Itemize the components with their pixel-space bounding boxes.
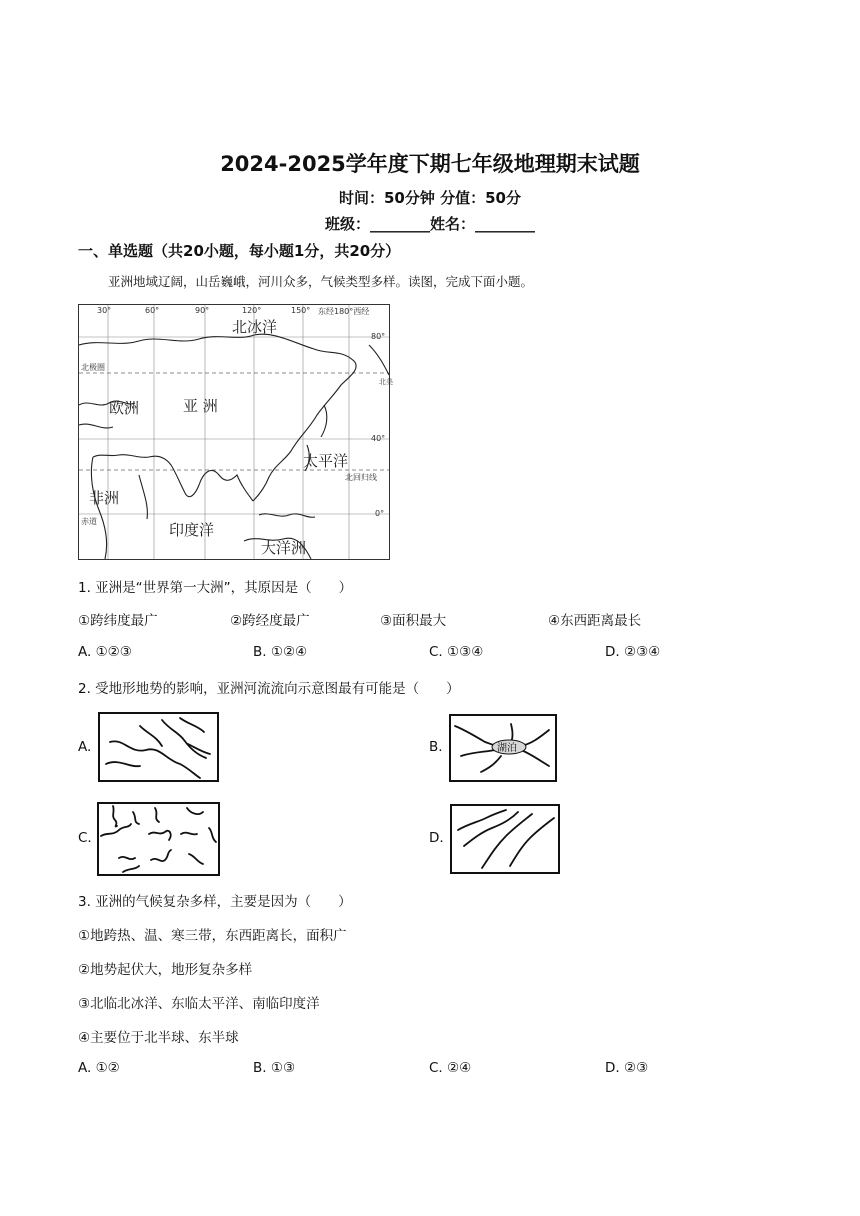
class-name-line: 班级：________姓名：________ xyxy=(324,215,535,233)
q3-option-d[interactable]: D. ②③ xyxy=(605,1060,649,1076)
arctic-ocean-label: 北冰洋 xyxy=(232,318,278,336)
q1-option-a[interactable]: A. ①②③ xyxy=(78,644,132,660)
america-fragment-label: 北美 xyxy=(379,378,393,386)
tick-30: 30° xyxy=(97,306,112,315)
arctic-circle-label: 北极圈 xyxy=(81,363,105,372)
time-score-line: 时间：50分钟 分值：50分 xyxy=(339,189,521,207)
lat-80: 80° xyxy=(371,332,386,341)
q3-option-c[interactable]: C. ②④ xyxy=(429,1060,472,1076)
q1-item-1: ①跨纬度最广 xyxy=(78,613,158,629)
q2-diagram-a[interactable] xyxy=(98,712,219,782)
tick-90: 90° xyxy=(195,306,210,315)
river-diagram-d xyxy=(452,806,558,872)
q2-option-c[interactable]: C. xyxy=(78,830,92,846)
asia-map-drawing xyxy=(79,305,389,559)
q3-item-1: ①地跨热、温、寒三带，东西距离长，面积广 xyxy=(78,928,347,944)
lake-label: 湖泊 xyxy=(497,743,517,754)
tropic-label: 北回归线 xyxy=(345,473,377,482)
europe-label: 欧洲 xyxy=(109,399,140,417)
indian-ocean-label: 印度洋 xyxy=(169,521,215,539)
africa-label: 非洲 xyxy=(89,489,120,507)
exam-title: 2024-2025学年度下期七年级地理期末试题 xyxy=(220,152,640,176)
q1-item-2: ②跨经度最广 xyxy=(230,613,310,629)
question-3-stem: 3. 亚洲的气候复杂多样，主要是因为（ ） xyxy=(78,894,352,910)
q1-item-4: ④东西距离最长 xyxy=(548,613,642,629)
q2-diagram-c[interactable] xyxy=(97,802,220,876)
pacific-label: 太平洋 xyxy=(303,452,349,470)
asia-label: 亚 洲 xyxy=(183,397,218,415)
intro-text: 亚洲地域辽阔，山岳巍峨，河川众多，气候类型多样。读图，完成下面小题。 xyxy=(108,274,534,289)
q2-diagram-d[interactable] xyxy=(450,804,560,874)
equator-label: 赤道 xyxy=(81,517,97,526)
question-2-stem: 2. 受地形地势的影响，亚洲河流流向示意图最有可能是（ ） xyxy=(78,681,460,697)
tick-60: 60° xyxy=(145,306,160,315)
river-diagram-a xyxy=(100,714,217,780)
q2-option-b[interactable]: B. xyxy=(429,739,443,755)
q3-item-2: ②地势起伏大，地形复杂多样 xyxy=(78,962,253,978)
q2-option-a[interactable]: A. xyxy=(78,739,92,755)
lat-40: 40° xyxy=(371,434,386,443)
q3-option-b[interactable]: B. ①③ xyxy=(253,1060,296,1076)
tick-150: 150° xyxy=(291,306,311,315)
lon-label: 东经180°西经 xyxy=(318,307,370,316)
lat-0: 0° xyxy=(375,509,385,518)
question-1-stem: 1. 亚洲是“世界第一大洲”，其原因是（ ） xyxy=(78,580,353,596)
tick-120: 120° xyxy=(242,306,262,315)
oceania-label: 大洋洲 xyxy=(261,539,307,557)
section-heading: 一、单选题（共20小题，每小题1分，共20分） xyxy=(78,242,401,260)
q1-item-3: ③面积最大 xyxy=(380,613,447,629)
q1-option-b[interactable]: B. ①②④ xyxy=(253,644,308,660)
q3-item-3: ③北临北冰洋、东临太平洋、南临印度洋 xyxy=(78,996,320,1012)
q1-option-d[interactable]: D. ②③④ xyxy=(605,644,661,660)
q2-option-d[interactable]: D. xyxy=(429,830,444,846)
q1-option-c[interactable]: C. ①③④ xyxy=(429,644,484,660)
river-diagram-c xyxy=(99,804,218,874)
asia-map xyxy=(78,304,393,560)
q2-diagram-b[interactable] xyxy=(449,714,557,782)
q3-item-4: ④主要位于北半球、东半球 xyxy=(78,1030,239,1046)
q3-option-a[interactable]: A. ①② xyxy=(78,1060,120,1076)
